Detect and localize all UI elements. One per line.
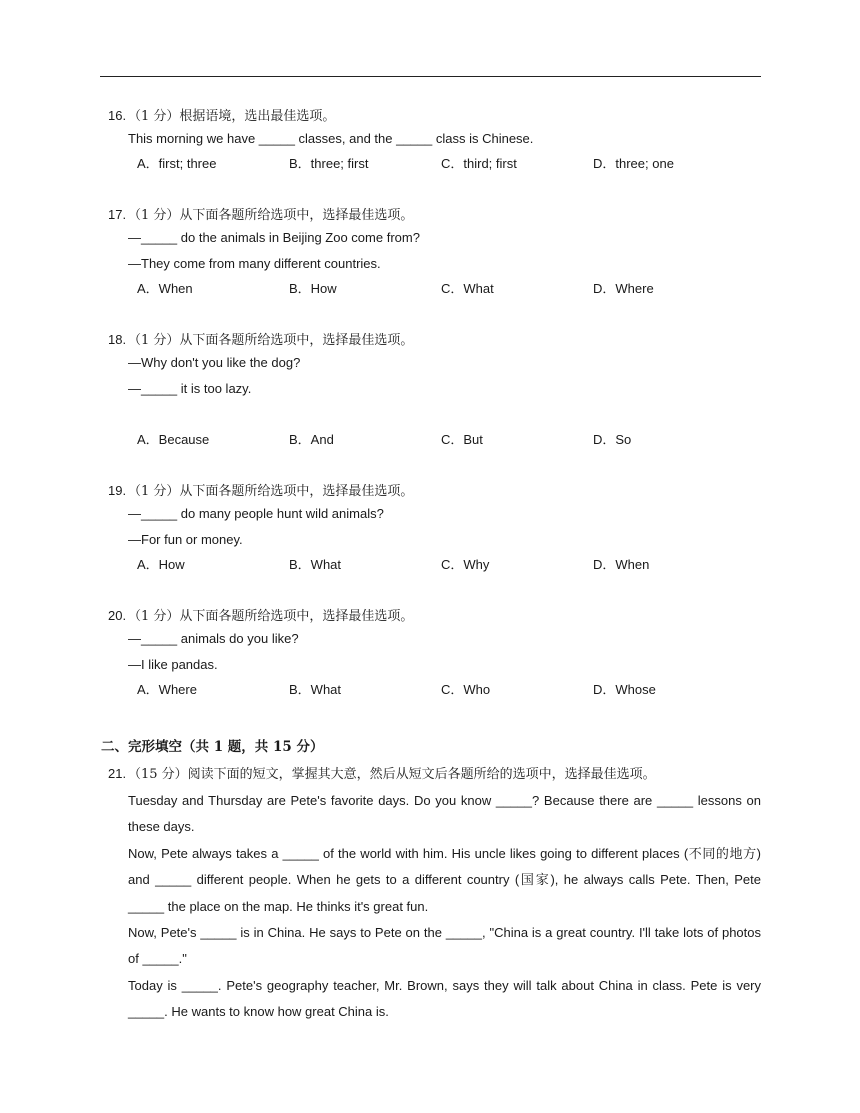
option-letter: D．	[593, 281, 616, 296]
question-stem: —Why don't you like the dog?	[128, 355, 301, 370]
header-rule	[100, 76, 761, 77]
option-text: Because	[158, 432, 210, 447]
option-letter: C．	[441, 682, 464, 697]
question-20	[108, 606, 768, 702]
option-b[interactable]	[289, 152, 368, 176]
option-letter: B．	[289, 281, 311, 296]
option-text: And	[310, 432, 334, 447]
option-letter: D．	[593, 682, 616, 697]
option-letter: B．	[289, 156, 311, 171]
passage-paragraph: Today is _____. Pete's geography teacher, Mr. Brown, says they will talk about China in class. Pete is very _____. He wants to know how great China is.	[128, 977, 761, 1020]
option-c[interactable]	[441, 152, 517, 176]
option-text: three; first	[310, 156, 369, 171]
question-stem: —_____ animals do you like?	[128, 631, 299, 646]
option-text: When	[158, 281, 193, 296]
options-row	[108, 152, 768, 176]
question-number: 16.	[108, 108, 127, 123]
option-b[interactable]	[289, 553, 341, 577]
question-instruction: （1 分）根据语境，选出最佳选项。	[128, 109, 336, 124]
option-letter: A．	[137, 432, 159, 447]
option-letter: C．	[441, 156, 464, 171]
option-letter: B．	[289, 557, 311, 572]
option-text: So	[615, 432, 632, 447]
option-letter: C．	[441, 432, 464, 447]
option-text: When	[615, 557, 650, 572]
question-stem: —_____ it is too lazy.	[128, 381, 252, 396]
option-b[interactable]	[289, 678, 341, 702]
option-c[interactable]	[441, 277, 494, 301]
option-d[interactable]	[593, 678, 656, 702]
question-stem: —They come from many different countries.	[128, 256, 381, 271]
option-letter: C．	[441, 281, 464, 296]
question-stem: —I like pandas.	[128, 657, 218, 672]
question-stem: —For fun or money.	[128, 532, 243, 547]
question-stem: —_____ do the animals in Beijing Zoo come from?	[128, 230, 420, 245]
question-instruction: （1 分）从下面各题所给选项中，选择最佳选项。	[128, 609, 414, 624]
option-letter: C．	[441, 557, 464, 572]
option-text: three; one	[615, 156, 674, 171]
option-c[interactable]	[441, 678, 490, 702]
question-instruction: （1 分）从下面各题所给选项中，选择最佳选项。	[128, 208, 414, 223]
question-header	[108, 330, 768, 350]
options-row	[108, 678, 768, 702]
cloze-passage	[128, 788, 761, 1026]
options-row	[108, 428, 768, 452]
question-number: 18.	[108, 332, 127, 347]
option-text: Who	[463, 682, 491, 697]
question-header	[108, 606, 768, 626]
option-text: How	[310, 281, 337, 296]
question-16	[108, 106, 768, 176]
option-letter: B．	[289, 682, 311, 697]
option-a[interactable]	[137, 277, 193, 301]
passage-paragraph: Now, Pete's _____ is in China. He says to Pete on the _____, "China is a great country. I'll take lots of photos of _____."	[128, 925, 761, 967]
question-instruction: （15 分）阅读下面的短文，掌握其大意，然后从短文后各题所给的选项中，选择最佳选项。	[128, 767, 656, 782]
option-d[interactable]	[593, 152, 674, 176]
option-letter: A．	[137, 557, 159, 572]
option-b[interactable]	[289, 277, 337, 301]
option-text: What	[310, 557, 342, 572]
question-number: 19.	[108, 483, 127, 498]
option-d[interactable]	[593, 553, 649, 577]
question-21-header	[108, 764, 656, 784]
question-19	[108, 481, 768, 577]
option-text: Where	[158, 682, 197, 697]
option-letter: A．	[137, 156, 159, 171]
option-d[interactable]	[593, 428, 631, 452]
option-b[interactable]	[289, 428, 334, 452]
option-a[interactable]	[137, 428, 209, 452]
option-letter: A．	[137, 281, 159, 296]
option-a[interactable]	[137, 553, 185, 577]
question-stem: This morning we have _____ classes, and the _____ class is Chinese.	[128, 131, 534, 146]
option-d[interactable]	[593, 277, 654, 301]
question-18	[108, 330, 768, 452]
option-a[interactable]	[137, 152, 216, 176]
options-row	[108, 553, 768, 577]
option-text: first; three	[158, 156, 217, 171]
passage-paragraph: Now, Pete always takes a _____ of the world with him. His uncle likes going to different places (不同的地方) and _____ different people. When he gets to a different country (国家), he always calls Pete. Then, Pete _____ the place on the map. He thinks it's great fun.	[128, 845, 761, 914]
option-letter: D．	[593, 156, 616, 171]
passage-paragraph: Tuesday and Thursday are Pete's favorite days. Do you know _____? Because there are _____ lessons on these days.	[128, 793, 761, 835]
option-letter: B．	[289, 432, 311, 447]
options-row	[108, 277, 768, 301]
question-instruction: （1 分）从下面各题所给选项中，选择最佳选项。	[128, 484, 414, 499]
option-text: Whose	[615, 682, 656, 697]
option-text: What	[310, 682, 342, 697]
question-header	[108, 481, 768, 501]
option-text: What	[463, 281, 494, 296]
option-text: Why	[463, 557, 490, 572]
option-a[interactable]	[137, 678, 197, 702]
question-instruction: （1 分）从下面各题所给选项中，选择最佳选项。	[128, 333, 414, 348]
option-text: Where	[615, 281, 654, 296]
question-17	[108, 205, 768, 301]
option-c[interactable]	[441, 428, 483, 452]
question-header	[108, 205, 768, 225]
option-letter: D．	[593, 432, 616, 447]
question-number: 20.	[108, 608, 127, 623]
section-title: 二、完形填空（共 1 题，共 15 分）	[101, 739, 324, 755]
question-header	[108, 106, 768, 126]
question-stem: —_____ do many people hunt wild animals?	[128, 506, 384, 521]
option-letter: A．	[137, 682, 159, 697]
question-number: 21.	[108, 766, 127, 781]
option-text: How	[158, 557, 185, 572]
option-letter: D．	[593, 557, 616, 572]
option-c[interactable]	[441, 553, 489, 577]
option-text: But	[463, 432, 483, 447]
question-number: 17.	[108, 207, 127, 222]
option-text: third; first	[463, 156, 517, 171]
